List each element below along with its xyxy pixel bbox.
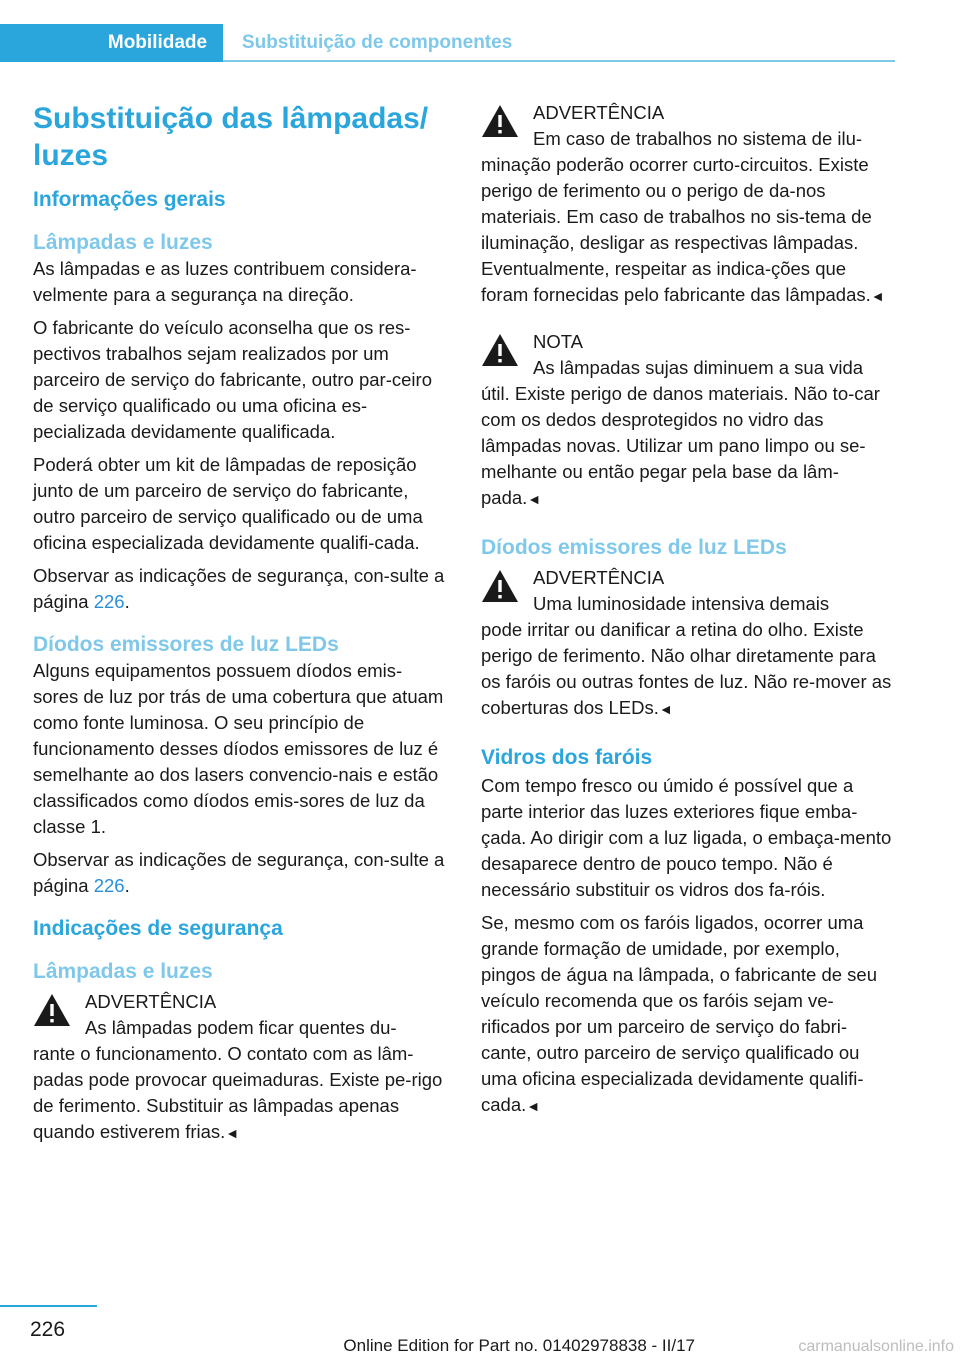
warning-text <box>33 1015 447 1146</box>
end-mark: ◄ <box>225 1125 240 1141</box>
punctuation: . <box>124 591 130 612</box>
note-text-rest: útil. Existe perigo de danos materiais. Não to-car com os dedos desprotegidos no vidro das lâmpadas novas. Utilizar um pano limpo ou se-melhante ou então pegar pela base da lâm-pada. <box>481 383 880 508</box>
warning-label: ADVERTÊNCIA <box>85 991 217 1012</box>
page-link-226[interactable]: 226 <box>93 591 125 612</box>
end-mark: ◄ <box>526 1098 541 1114</box>
warning-triangle-icon <box>481 333 519 367</box>
leds-paragraph-2 <box>33 847 447 899</box>
page-header <box>0 24 895 62</box>
note-block-dirty-lamps <box>481 329 895 512</box>
watermark: carmanualsonline.info <box>798 1338 954 1355</box>
warning-text <box>481 126 895 309</box>
warning-triangle-icon <box>481 104 519 138</box>
leds-heading-right: Díodos emissores de luz LEDs <box>481 536 787 559</box>
warning-block-luminosity <box>481 565 895 722</box>
leds-heading: Díodos emissores de luz LEDs <box>33 633 339 656</box>
lamps-paragraph-3: Poderá obter um kit de lâmpadas de reposição junto de um parceiro de serviço do fabricante, outro parceiro de serviço qualificado ou de uma oficina especializada devidamente qualifi-cada. <box>33 454 423 553</box>
end-mark: ◄ <box>527 491 542 507</box>
warning-label: ADVERTÊNCIA <box>533 567 665 588</box>
safety-lamps-heading: Lâmpadas e luzes <box>33 960 213 983</box>
lamps-paragraph-2: O fabricante do veículo aconselha que os res-pectivos trabalhos sejam realizados por um parceiro de serviço do fabricante, outro par-ceiro de serviço qualificado ou uma oficina es-pecializada devidamente qualificada. <box>33 317 432 442</box>
lamps-paragraph-1: As lâmpadas e as luzes contribuem considera-velmente para a segurança na direção. <box>33 258 417 305</box>
safety-reference-text: Observar as indicações de segurança, con-sulte a página <box>33 849 445 896</box>
edition-info: Online Edition for Part no. 01402978838 - II/17 <box>343 1336 695 1355</box>
headlight-glass-paragraph-1: Com tempo fresco ou úmido é possível que a parte interior das luzes exteriores fique emba-çada. Ao dirigir com a luz ligada, o embaça-mento desaparece dentro de pouco tempo. Não é necessário substituir os vidros dos fa-róis. <box>481 775 892 900</box>
header-accent-block <box>0 24 92 62</box>
warning-text-rest: rante o funcionamento. O contato com as lâm-padas pode provocar queimaduras. Existe pe-rigo de ferimento. Substituir as lâmpadas apenas quando estiverem frias. <box>33 1043 443 1142</box>
warning-block-short-circuit <box>481 100 895 309</box>
note-text-first-line: As lâmpadas sujas diminuem a sua vida <box>533 357 864 378</box>
headlight-glass-paragraph-2 <box>481 910 895 1119</box>
end-mark: ◄ <box>870 288 885 304</box>
warning-text <box>481 591 895 722</box>
end-mark: ◄ <box>658 701 673 717</box>
warning-triangle-icon <box>481 569 519 603</box>
warning-text-first-line: Em caso de trabalhos no sistema de ilu- <box>533 128 863 149</box>
general-info-heading: Informações gerais <box>33 188 226 211</box>
footer-rule <box>0 1305 97 1307</box>
note-label: NOTA <box>533 331 584 352</box>
page-title: Substituição das lâmpadas/ luzes <box>33 102 429 172</box>
leds-paragraph-1: Alguns equipamentos possuem díodos emis-sores de luz por trás de uma cobertura que atuam como fonte luminosa. O seu princípio de funcionamento desses díodos emissores de luz é semelhante ao dos lasers convencio-nais e estão classificados como díodos emis-sores de luz da classe 1. <box>33 660 444 837</box>
warning-text-rest: pode irritar ou danificar a retina do olho. Existe perigo de ferimento. Não olhar diretamente para os faróis ou outras fontes de luz. Não re-mover as coberturas dos LEDs. <box>481 619 892 718</box>
header-section-tab: Mobilidade <box>92 24 223 62</box>
warning-text-first-line: Uma luminosidade intensiva demais <box>533 593 830 614</box>
page-link-226[interactable]: 226 <box>93 875 125 896</box>
punctuation: . <box>124 875 130 896</box>
warning-triangle-icon <box>33 993 71 1027</box>
safety-heading: Indicações de segurança <box>33 917 283 940</box>
safety-reference-text: Observar as indicações de segurança, con-sulte a página <box>33 565 445 612</box>
lamps-paragraph-4 <box>33 563 447 615</box>
lamps-heading: Lâmpadas e luzes <box>33 231 213 254</box>
headlight-glass-heading: Vidros dos faróis <box>481 746 653 769</box>
left-column <box>33 100 447 1164</box>
warning-text-first-line: As lâmpadas podem ficar quentes du- <box>85 1017 397 1038</box>
warning-text-rest: minação poderão ocorrer curto-circuitos. Existe perigo de ferimento ou o perigo de da-nos materiais. Em caso de trabalhos no sis-tema de iluminação, desligar as respectivas lâmpadas. Eventualmente, respeitar as indica-ções que foram fornecidas pelo fabricante das lâmpadas. <box>481 154 872 305</box>
note-text <box>481 355 895 512</box>
header-subsection-tab: Substituição de componentes <box>242 32 513 53</box>
header-rule <box>223 60 895 62</box>
page-number: 226 <box>30 1318 66 1341</box>
warning-block-hot-lamps <box>33 989 447 1146</box>
headlight-glass-text: Se, mesmo com os faróis ligados, ocorrer uma grande formação de umidade, por exemplo, pingos de água na lâmpada, o fabricante de seu veículo recomenda que os faróis sejam ve-rificados por um parceiro de serviço do fabri-cante, outro parceiro de serviço qualificado ou uma oficina especializada devidamente qualifi-cada. <box>481 912 877 1115</box>
warning-label: ADVERTÊNCIA <box>533 102 665 123</box>
right-column <box>481 100 895 1126</box>
